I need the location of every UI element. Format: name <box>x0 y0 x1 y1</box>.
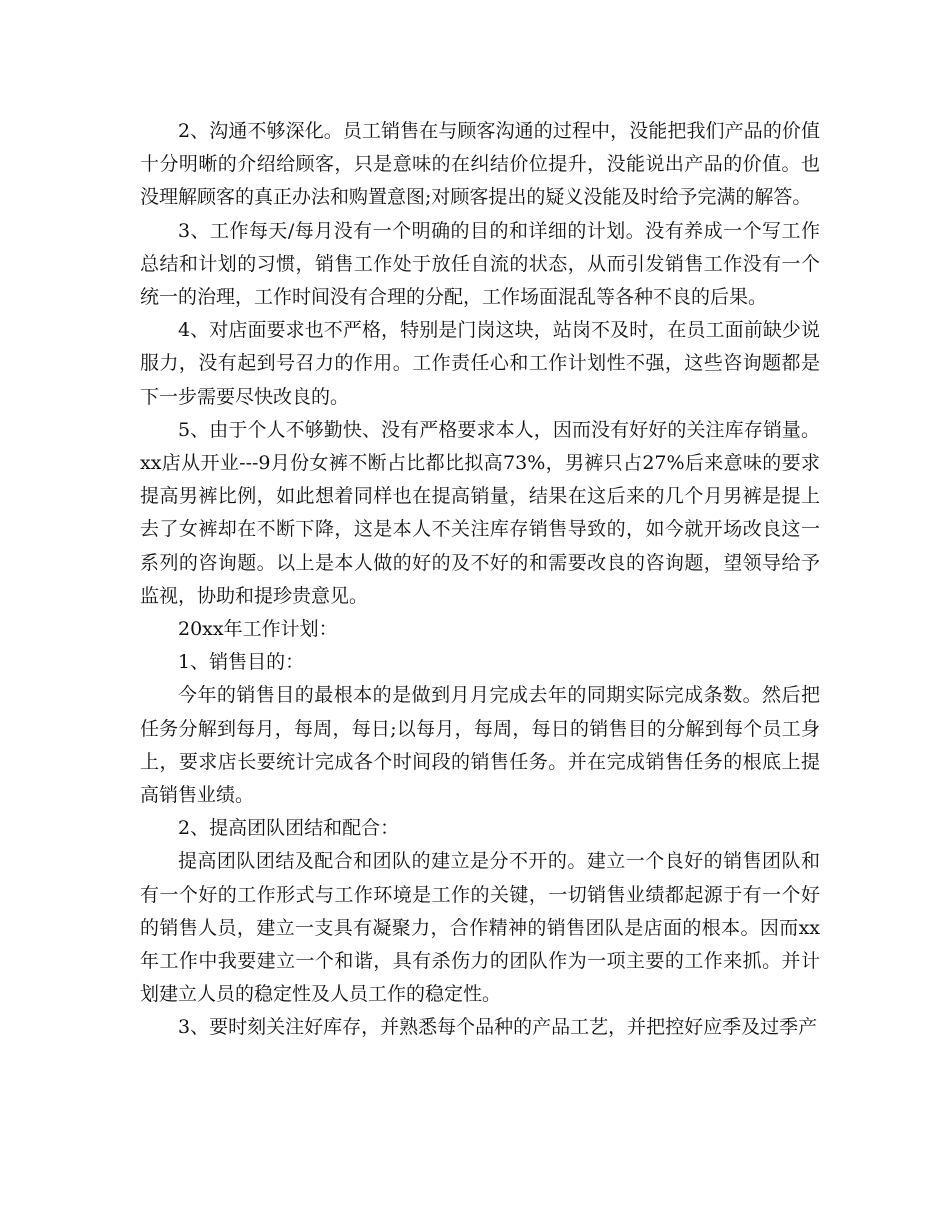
paragraph-no-plan-issue: 3、工作每天/每月没有一个明确的目的和详细的计划。没有养成一个写工作总结和计划的习惯，销售工作处于放任自流的状态，从而引发销售工作没有一个统一的治理，工作时间没有合理的分配，工作场面混乱等各种不良的后果。 <box>140 219 820 309</box>
paragraph-teamwork: 提高团队团结及配合和团队的建立是分不开的。建立一个良好的销售团队和有一个好的工作形式与工作环境是工作的关键，一切销售业绩都起源于有一个好的销售人员，建立一支具有凝聚力，合作精神的销售团队是店面的根本。因而xx年工作中我要建立一个和谐，具有杀伤力的团队作为一项主要的工作来抓。并计划建立人员的稳定性及人员工作的稳定性。 <box>140 850 820 1006</box>
sales-target-heading: 1、销售目的： <box>178 651 305 674</box>
paragraph-sales-target: 今年的销售目的最根本的是做到月月完成去年的同期实际完成条数。然后把任务分解到每月，每周，每日;以每月，每周，每日的销售目的分解到每个员工身上，要求店长要统计完成各个时间段的销售任务。并在完成销售任务的根底上提高销售业绩。 <box>140 684 820 807</box>
document-body <box>140 115 820 1045</box>
paragraph-communication-issue: 2、沟通不够深化。员工销售在与顾客沟通的过程中，没能把我们产品的价值十分明晰的介绍给顾客，只是意味的在纠结价位提升，没能说出产品的价值。也没理解顾客的真正办法和购置意图;对顾客提出的疑义没能及时给予完满的解答。 <box>140 120 820 209</box>
work-plan-heading: 20xx年工作计划： <box>178 618 338 641</box>
paragraph-inventory-issue: 5、由于个人不够勤快、没有严格要求本人，因而没有好好的关注库存销量。xx店从开业---9月份女裤不断占比都比拟高73%，男裤只占27%后来意味的要求提高男裤比例，如此想着同样也在提高销量，结果在这后来的几个月男裤是提上去了女裤却在不断下降，这是本人不关注库存销售导致的，如今就开场改良这一系列的咨询题。以上是本人做的好的及不好的和需要改良的咨询题，望领导给予监视，协助和提珍贵意见。 <box>140 418 820 607</box>
paragraph-store-discipline-issue: 4、对店面要求也不严格，特别是门岗这块，站岗不及时，在员工面前缺少说服力，没有起到号召力的作用。工作责任心和工作计划性不强，这些咨询题都是下一步需要尽快改良的。 <box>140 319 820 408</box>
paragraph-inventory-focus: 3、要时刻关注好库存，并熟悉每个品种的产品工艺，并把控好应季及过季产 <box>178 1016 818 1039</box>
teamwork-heading: 2、提高团队团结和配合： <box>178 817 400 840</box>
